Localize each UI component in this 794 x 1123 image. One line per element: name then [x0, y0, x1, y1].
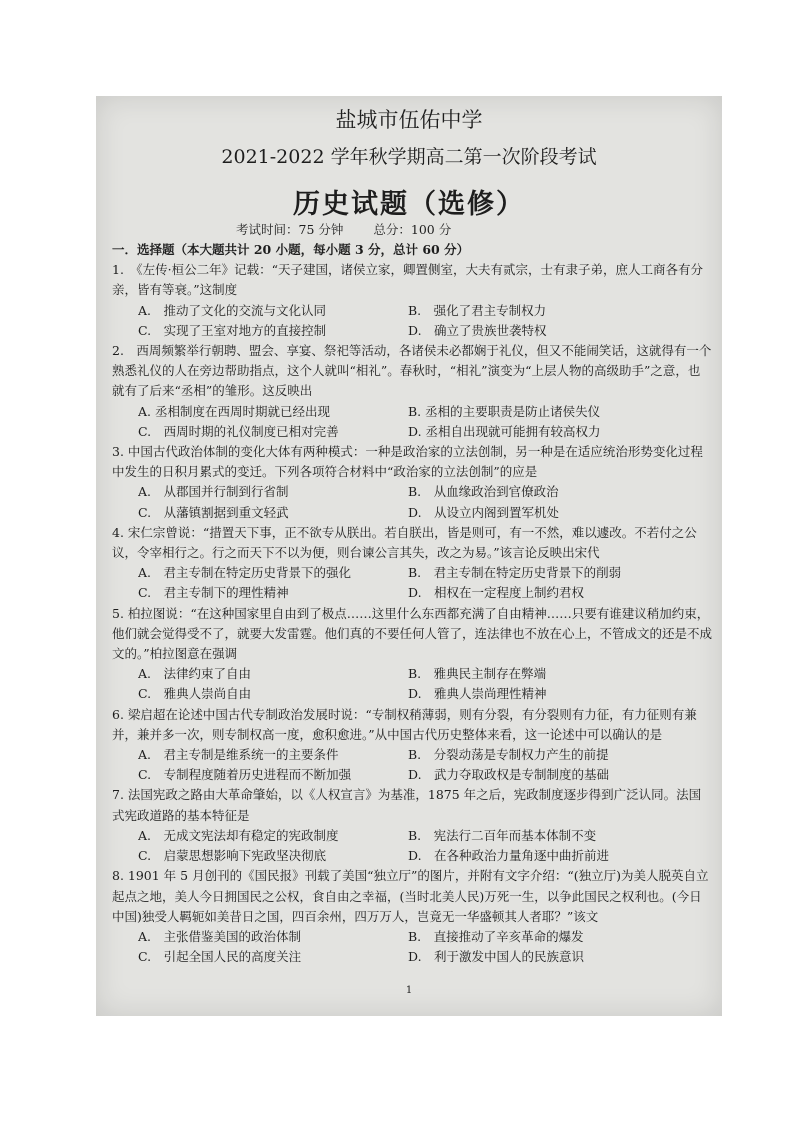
question-options [112, 745, 712, 785]
question-stem: 3. 中国古代政治体制的变化大体有两种模式：一种是政治家的立法创制，另一种是在适应统治形势变化过程中发生的日积月累式的变迁。下列各项符合材料中“政治家的立法创制”的应是 [112, 444, 703, 480]
option-a: A. 君主专制在特定历史背景下的强化 [138, 565, 352, 581]
option-c: C. 实现了王室对地方的直接控制 [138, 322, 327, 338]
option-d: D. 在各种政治力量角逐中曲折前进 [408, 848, 610, 864]
question-options [112, 563, 712, 603]
question-stem: 2. 西周频繁举行朝聘、盟会、享宴、祭祀等活动，各诸侯未必都娴于礼仪，但又不能闹笑话，这就得有一个熟悉礼仪的人在旁边帮助指点，这个人就叫“相礼”。春秋时，“相礼”演变为“上层人物的高级助手”之意，也就有了后来“丞相”的雏形。这反映出 [112, 343, 712, 399]
option-c: C. 启蒙思想影响下宪政坚决彻底 [138, 848, 327, 864]
question-4 [112, 523, 712, 604]
question-options [112, 664, 712, 704]
option-d: D. 丞相自出现就可能拥有较高权力 [408, 423, 601, 439]
question-options [112, 826, 712, 866]
option-a: A. 主张借鉴美国的政治体制 [138, 928, 302, 944]
option-a: A. 从郡国并行制到行省制 [138, 484, 289, 500]
question-stem: 7. 法国宪政之路由大革命肇始，以《人权宣言》为基准，1875 年之后，宪政制度逐步得到广泛认同。法国式宪政道路的基本特征是 [112, 787, 702, 823]
question-options [112, 301, 712, 341]
option-c: C. 雅典人崇尚自由 [138, 686, 252, 702]
exam-paper [96, 96, 722, 1016]
option-b: B. 君主专制在特定历史背景下的削弱 [408, 565, 622, 581]
section-heading: 一．选择题（本大题共计 20 小题，每小题 3 分，总计 60 分） [112, 242, 470, 257]
option-a: A. 法律约束了自由 [138, 666, 252, 682]
question-8 [112, 866, 712, 967]
option-d: D. 相权在一定程度上制约君权 [408, 585, 585, 601]
question-options [112, 482, 712, 522]
question-stem: 1. 《左传·桓公二年》记载：“天子建国，诸侯立家，卿置侧室，大夫有贰宗，士有隶子弟，庶人工商各有分亲，皆有等衰。”这制度 [112, 262, 704, 298]
question-3 [112, 442, 712, 523]
exam-title: 2021-2022 学年秋学期高二第一次阶段考试 [221, 146, 597, 168]
question-stem: 5. 柏拉图说：“在这种国家里自由到了极点……这里什么东西都充满了自由精神……只要有谁建议稍加约束，他们就会觉得受不了，就要大发雷霆。他们真的不要任何人管了，连法律也不放在心上，不管成文的还是不成文的。”柏拉图意在强调 [112, 605, 713, 662]
option-b: B. 强化了君主专制权力 [408, 302, 547, 318]
question-7 [112, 785, 712, 866]
question-stem: 4. 宋仁宗曾说：“措置天下事，正不欲专从朕出。若自朕出，皆是则可，有一不然，难以遽改。不若付之公议，令宰相行之。行之而天下不以为便，则台谏公言其失，改之为易。”该言论反映出宋代 [112, 524, 697, 561]
option-b: B. 宪法行二百年而基本体制不变 [408, 827, 597, 843]
question-stem: 6. 梁启超在论述中国古代专制政治发展时说：“专制权稍薄弱，则有分裂，有分裂则有力征，有力征则有兼并，兼并多一次，则专制权高一度，愈积愈进。”从中国古代历史整体来看，这一论述中可以确认的是 [112, 706, 697, 742]
question-1 [112, 260, 712, 341]
option-b: B. 直接推动了辛亥革命的爆发 [408, 928, 584, 944]
option-d: D. 从设立内阁到置军机处 [408, 504, 560, 520]
option-a: A. 丞相制度在西周时期就已经出现 [138, 403, 330, 419]
option-b: B. 分裂动荡是专制权力产生的前提 [408, 747, 609, 763]
option-b: B. 从血缘政治到官僚政治 [408, 484, 559, 500]
question-list [112, 240, 712, 967]
option-b: B. 丞相的主要职责是防止诸侯失仪 [408, 403, 601, 419]
option-d: D. 雅典人崇尚理性精神 [408, 686, 547, 702]
exam-score: 总分：100 分 [373, 222, 452, 237]
option-a: A. 推动了文化的交流与文化认同 [138, 302, 327, 318]
option-a: A. 无成文宪法却有稳定的宪政制度 [138, 827, 339, 843]
page-number: 1 [405, 985, 413, 996]
option-c: C. 引起全国人民的高度关注 [138, 949, 302, 965]
option-c: C. 君主专制下的理性精神 [138, 585, 289, 601]
question-stem: 8. 1901 年 5 月创刊的《国民报》刊载了美国“独立厅”的图片，并附有文字介绍：“(独立厅)为美人脱英自立起点之地，美人今日拥国民之公权，食自由之幸福，(当时北美人民)万死一生，以争此国民之权利也。(今日中国)独受人羁轭如美昔日之国，四百余州，四万万人，岂竟无一华盛顿其人者耶？”该文 [112, 868, 709, 924]
option-d: D. 利于激发中国人的民族意识 [408, 949, 585, 965]
option-b: B. 雅典民主制存在弊端 [408, 666, 547, 682]
option-c: C. 西周时期的礼仪制度已相对完善 [138, 423, 339, 439]
question-2 [112, 341, 712, 442]
exam-time: 考试时间：75 分钟 [236, 222, 344, 237]
exam-meta [236, 220, 477, 238]
school-name: 盐城市伍佑中学 [335, 108, 483, 132]
question-options [112, 927, 712, 967]
question-5 [112, 604, 712, 705]
option-c: C. 从藩镇割据到重文轻武 [138, 504, 289, 520]
option-c: C. 专制程度随着历史进程而不断加强 [138, 767, 352, 783]
option-d: D. 武力夺取政权是专制制度的基础 [408, 767, 610, 783]
option-a: A. 君主专制是维系统一的主要条件 [138, 747, 339, 763]
question-6 [112, 705, 712, 786]
question-options [112, 402, 712, 442]
option-d: D. 确立了贵族世袭特权 [408, 322, 547, 338]
subject-title: 历史试题（选修） [293, 189, 525, 220]
